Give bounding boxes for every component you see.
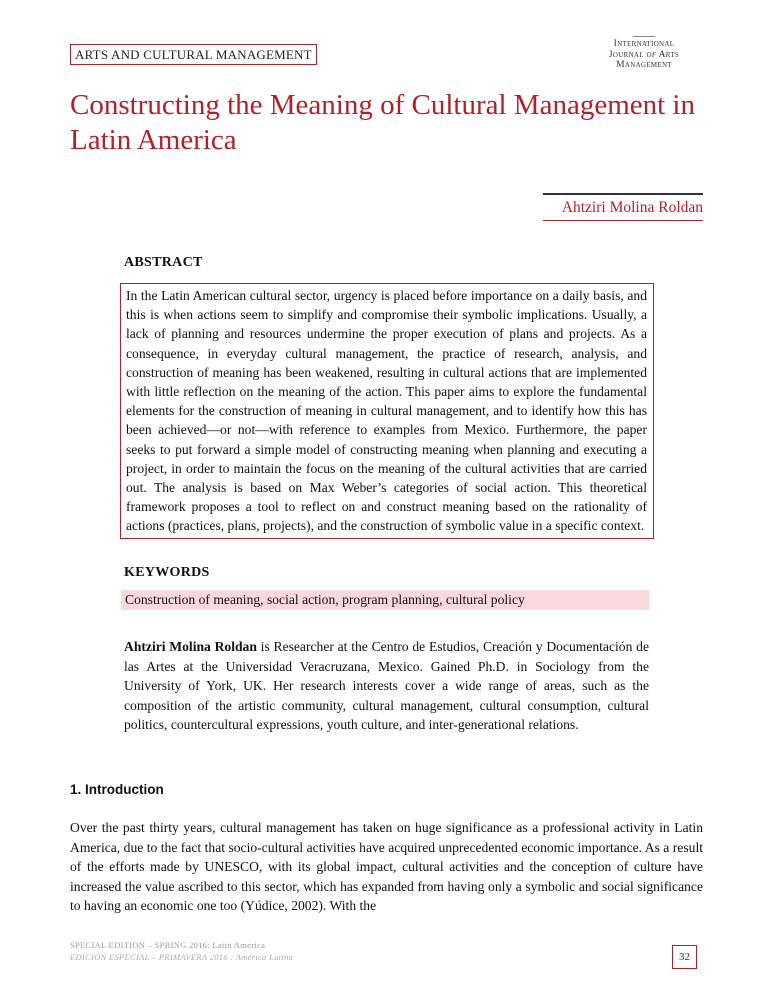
author-name: Ahtziri Molina Roldan [561,198,703,216]
page-number: 32 [672,945,697,969]
footer-edition-es: EDICIÓN ESPECIAL – PRIMAVERA 2016 : América Latina [70,952,294,962]
author-byline [543,193,703,221]
journal-name-line2-a: Journal [608,49,647,60]
journal-name-line3: Management [616,60,672,70]
keywords-heading: KEYWORDS [124,565,210,580]
abstract-text: In the Latin American cultural sector, urgency is placed before importance on a daily basis, and this is when actions seem to simplify and compromise their symbolic implications. Usually, a lack of planning and resources undermine the proper execution of plans and projects. As a consequence, in everyday cultural management, the practice of research, analysis, and construction of meaning has been weakened, resulting in cultural actions that are implemented with little reflection on the meaning of the action. This paper aims to explore the fundamental elements for the construction of meaning in cultural management, and to identify how this has been achieved—or not—with reference to examples from Mexico. Furthermore, the paper seeks to put forward a simple model of constructing meaning when planning and executing a project, in order to maintain the focus on the meaning of the cultural activities that are carried out. The analysis is based on Max Weber’s categories of social action. This theoretical framework proposes a tool to reflect on and construct meaning based on the rationality of actions (practices, plans, projects), and the construction of symbolic value in a specific context. [120,283,654,539]
footer-edition-en: SPECIAL EDITION – SPRING 2016: Latin America [70,940,266,950]
author-bio [124,637,649,735]
keywords-text: Construction of meaning, social action, program planning, cultural policy [121,590,649,610]
journal-name-line2 [589,50,699,61]
journal-logo [589,36,699,71]
author-bio-name: Ahtziri Molina Roldan [124,639,257,654]
journal-name-line1: International [613,39,675,49]
journal-logo-rule [633,36,655,37]
abstract-heading: ABSTRACT [124,255,203,270]
author-bio-text: is Researcher at the Centro de Estudios, Creación y Documentación de las Artes at the Universidad Veracruzana, Mexico. Gained Ph.D. in Sociology from the University of York, UK. Her research interests cover a wide range of areas, such as the composition of the artistic community, cultural management, cultural consumption, cultural politics, countercultural expressions, youth culture, and inter-generational relations. [124,639,649,732]
article-title: Constructing the Meaning of Cultural Management in Latin America [70,89,695,156]
introduction-heading: 1. Introduction [70,782,164,797]
introduction-text: Over the past thirty years, cultural management has taken on huge significance as a professional activity in Latin America, due to the fact that socio-cultural activities have acquired unprecedented economic importance. As a result of the efforts made by UNESCO, with its global impact, cultural activities and the conception of culture have increased the value ascribed to this sector, which has expanded from having only a symbolic and social significance to having an economic one too (Yúdice, 2002). With the [70,820,703,913]
section-label: ARTS AND CULTURAL MANAGEMENT [70,44,317,65]
journal-name-line2-em: of [646,49,657,60]
author-rule-bottom [543,220,703,222]
journal-name-line2-b: Arts [656,49,680,60]
